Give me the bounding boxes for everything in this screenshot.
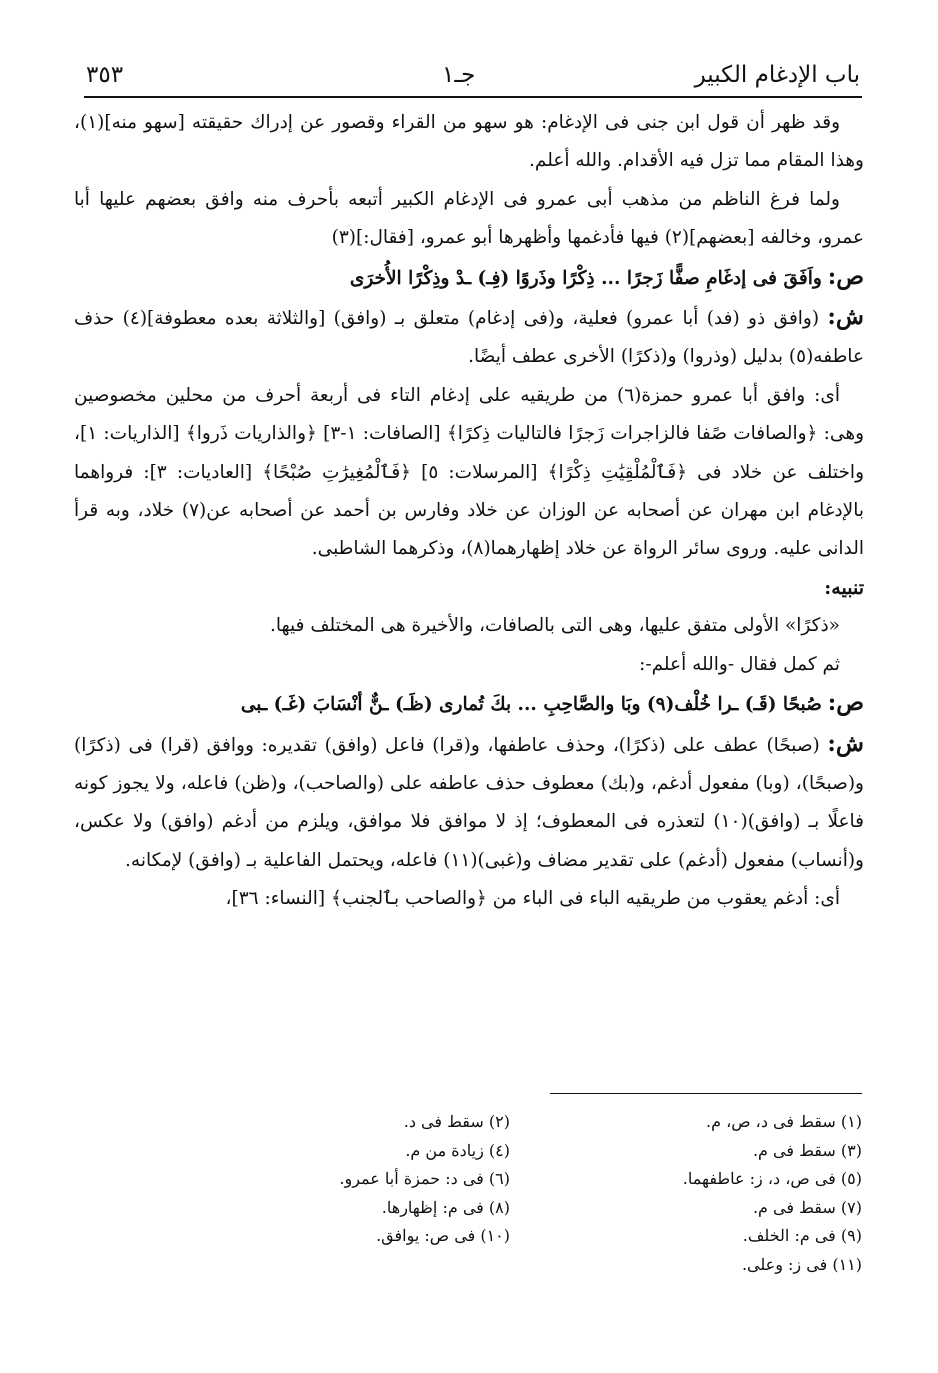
page-number: ٣٥٣ [86, 62, 124, 88]
footnotes-column-left [250, 1108, 510, 1251]
transition-line: ثم كمل فقال -والله أعلم-: [639, 653, 840, 675]
verse-1 [74, 258, 864, 298]
footnote-number: (٧) [840, 1197, 862, 1217]
verse-text: واَفَقَ فى إدغَامِ صفًّا زَجرًا ... ذِكْرًا وذَروًا (فِـ) ـدْ وذِكْرًا الأُخرَى [349, 267, 822, 289]
footnote-number: (٣) [840, 1140, 862, 1160]
footnote-number: (٤) [488, 1140, 510, 1160]
footnote-number: (٦) [488, 1169, 510, 1189]
footnote [592, 1194, 862, 1223]
footnote-text: فى م: الخلف. [742, 1226, 836, 1246]
verse-label: ص: [827, 262, 864, 290]
footnote-text: سقط فى د، ص، م. [706, 1112, 836, 1131]
chapter-title: باب الإدغام الكبير [694, 62, 860, 88]
paragraph-1: وقد ظهر أن قول ابن جنى فى الإدغام: هو سهو من القراء وقصور عن إدراك حقيقته [سهو منه](١)، وهذا المقام مما تزل فيه الأقدام. والله أعلم. [74, 112, 864, 172]
commentary-label: ش: [827, 303, 864, 331]
paragraph-4: أى: أدغم يعقوب من طريقيه الباء فى الباء من ﴿والصاحب بٱلجنب﴾ [النساء: ٣٦]، [225, 888, 840, 910]
commentary-text: (صبحًا) عطف على (ذكرًا)، وحذف عاطفها، و(قرا) فاعل (وافق) تقديره: ووافق (قرا) فى (ذكرًا) و(صبحًا)، (وبا) مفعول أدغم، و(بك) معطوف حذف عاطفه على (والصاحب)، و(ظن) فاعله، ولا يجوز كونه فاعلًا بـ (وافق)(١٠) لتعذره فى المعطوف؛ إذ لا موافق فلا موافق، ويلزم من أدغم (وافق) ولا عكس، و(أنساب) مفعول (أدغم) على تقدير مضاف و(غبى)(١١) فاعله، ويحتمل الفاعلية بـ (وافق) لإمكانه. [74, 734, 864, 871]
footnote [592, 1222, 862, 1251]
footnote-number: (٢) [488, 1112, 510, 1131]
main-text [74, 104, 864, 919]
footnote-number: (٨) [488, 1197, 510, 1217]
footnote-text: زيادة من م. [405, 1140, 484, 1160]
footnote-text: فى ز: وعلى. [741, 1254, 828, 1274]
verse-2 [74, 684, 864, 724]
footnote [250, 1165, 510, 1194]
commentary-label: ش: [827, 729, 864, 757]
footnote-number: (٩) [840, 1226, 862, 1246]
footnote-text: سقط فى م. [752, 1140, 836, 1160]
footnote-text: سقط فى د. [403, 1112, 484, 1131]
commentary-text: (وافق ذو (فد) أبا عمرو) فعلية، و(فى إدغام) متعلق بـ (وافق) [والثلاثة بعده معطوفة](٤) حذف عاطفه(٥) بدليل (وذروا) و(ذكرًا) الأخرى عطف أيضًا. [74, 308, 864, 368]
footnote [592, 1108, 862, 1137]
commentary-1 [74, 298, 864, 377]
footnote-text: سقط فى م. [752, 1197, 836, 1217]
footnote [250, 1108, 510, 1137]
tanbih-text: «ذكرًا» الأولى متفق عليها، وهى التى بالصافات، والأخيرة هى المختلف فيها. [270, 615, 840, 637]
footnote [592, 1137, 862, 1166]
footnote-text: فى ص، د، ز: عاطفهما. [682, 1169, 836, 1189]
footnote-text: فى م: إظهارها. [381, 1197, 484, 1217]
footnotes-column-right [592, 1108, 862, 1280]
footnote-rule [550, 1093, 862, 1094]
footnote-number: (٥) [840, 1169, 862, 1189]
paragraph-3: أى: وافق أبا عمرو حمزة(٦) من طريقيه على إدغام التاء فى أربعة أحرف من محلين مخصوصين وهى: ﴿والصافات صًفا فالزاجرات زَجرًا فالتاليات ذِكرًا﴾ [الصافات: ١-٣] ﴿والذاريات ذَروا﴾ [الذاريات: ١]، واختلف عن خلاد فى ﴿فَٱلْمُلْقِيَٰتِ ذِكْرًا﴾ [المرسلات: ٥] ﴿فَٱلْمُغِيرَٰتِ صُبْحًا﴾ [العاديات: ٣]: فرواهما بالإدغام ابن مهران عن أصحابه عن الوزان عن خلاد وفارس بن أحمد عن أصحابه عن(٧) خلاد، وبه قرأ الدانى عليه. وروى سائر الرواة عن خلاد إظهارهما(٨)، وذكرهما الشاطبى. [74, 384, 865, 560]
footnote-text: فى د: حمزة أبا عمرو. [339, 1169, 484, 1189]
footnote-number: (١) [840, 1112, 862, 1131]
footnote [592, 1251, 862, 1280]
tanbih-heading: تنبيه: [824, 576, 864, 599]
header-rule [84, 96, 862, 98]
verse-text: صُبحًا (قَـ) ـرا خُلْف(٩) وبَا والصَّاحِبِ ... بكَ تُمارى (ظَـ) ـنٌّ أنْسَابَ (غَـ) ـبى [240, 694, 822, 716]
footnote-text: فى ص: يوافق. [376, 1226, 476, 1246]
footnote [250, 1194, 510, 1223]
commentary-2 [74, 725, 864, 881]
volume-label: جـ١ [442, 62, 476, 88]
running-header [86, 58, 860, 92]
paragraph-2: ولما فرغ الناظم من مذهب أبى عمرو فى الإدغام الكبير أتبعه بأحرف منه وافق بعضهم عليها أبا عمرو، وخالفه [بعضهم](٢) فيها فأدغمها وأظهرها أبو عمرو، [فقال:](٣) [74, 188, 864, 249]
footnote [592, 1165, 862, 1194]
footnote-number: (١٠) [480, 1226, 510, 1246]
verse-label: ص: [827, 689, 864, 717]
footnote-number: (١١) [832, 1254, 862, 1274]
footnote [250, 1222, 510, 1251]
footnote [250, 1137, 510, 1166]
